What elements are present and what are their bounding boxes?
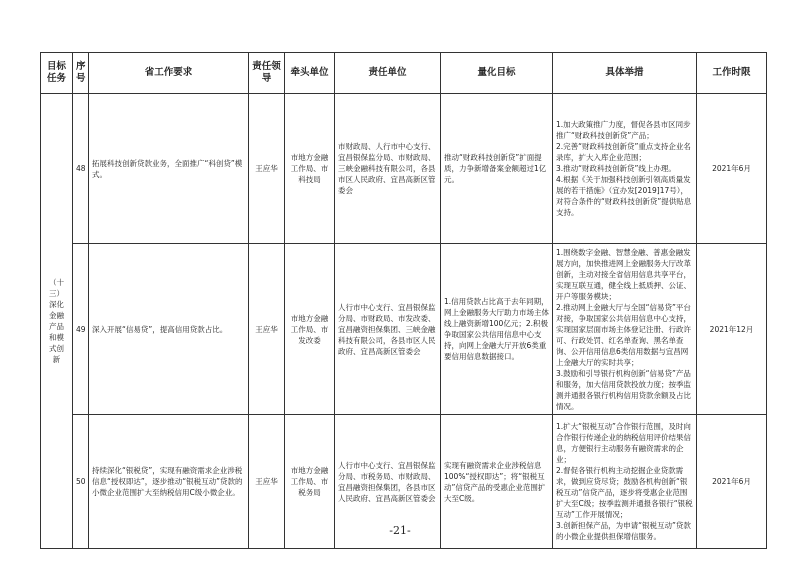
work-table: [40, 52, 767, 549]
measure-item: 3.创新担保产品，为申请“银税互动”贷款的小微企业提供担保增信服务。: [556, 521, 691, 541]
measure-item: 1.加大政策推广力度，督促各县市区同步推广“财政科技创新贷”产品；: [556, 120, 691, 140]
measure-item: 4.根据《关于加强科技创新引领高质量发展的若干措施》（宜办发[2019]17号），对符合条件的“财政科技创新贷”提供贴息支持。: [556, 175, 692, 217]
header-leader: 责任领导: [249, 53, 285, 94]
requirement-cell: 拓展科技创新贷款业务，全面推广“科创贷”模式。: [89, 94, 249, 244]
leader-cell: 王应华: [249, 94, 285, 244]
measure-item: 2.推动网上金融大厅与全国“信易贷”平台对接，争取国家公共信用信息中心支持，实现国家层面市场主体登记注册、行政许可、行政处罚、红名单查询、黑名单查询、公开信用信息6类信用数据与宜昌网上金融大厅的实时共享；: [556, 302, 691, 367]
target-cell: 推动“财政科技创新贷”扩面提质，力争新增备案金额超过1亿元。: [441, 94, 553, 244]
row-num: 49: [73, 244, 89, 415]
task-group-cell: （十三）深化金融产品和模式创新: [41, 94, 73, 549]
table-row: [41, 244, 767, 415]
deadline-cell: 2021年12月: [697, 244, 767, 415]
lead-unit-cell: 市地方金融工作局、市税务局: [285, 415, 335, 549]
table-row: [41, 94, 767, 244]
deadline-cell: 2021年6月: [697, 415, 767, 549]
requirement-cell: 深入开展“信易贷”，提高信用贷款占比。: [89, 244, 249, 415]
page-number: -21-: [389, 524, 411, 537]
lead-unit-cell: 市地方金融工作局、市科技局: [285, 94, 335, 244]
measure-item: 1.扩大“银税互动”合作银行范围，及时向合作银行传递企业的纳税信用评价结果信息，方便银行主动服务有融资需求的企业；: [556, 422, 691, 464]
measure-item: 3.推动“财政科技创新贷”线上办理。: [556, 164, 676, 173]
header-num: 序号: [73, 53, 89, 94]
target-cell: 1.信用贷款占比高于去年同期，网上金融服务大厅助力市场主体线上融资新增100亿元；2.积极争取国家公共信用信息中心支持，向网上金融大厅开放6类重要信用信息数据接口。: [441, 244, 553, 415]
header-lead-unit: 牵头单位: [285, 53, 335, 94]
header-measures: 具体举措: [553, 53, 697, 94]
header-deadline: 工作时限: [697, 53, 767, 94]
header-requirement: 省工作要求: [89, 53, 249, 94]
responsible-cell: 人行市中心支行、宜昌银保监分局、市税务局、市财政局、宜昌融资担保集团，各县市区人民政府、宜昌高新区管委会: [335, 415, 441, 549]
lead-unit-cell: 市地方金融工作局、市发改委: [285, 244, 335, 415]
deadline-cell: 2021年6月: [697, 94, 767, 244]
measure-item: 2.完善“财政科技创新贷”重点支持企业名录库，扩大入库企业范围；: [556, 142, 691, 162]
row-num: 50: [73, 415, 89, 549]
measure-item: 2.督促各银行机构主动挖掘企业贷款需求，做到应贷尽贷；鼓励各机构创新“银税互动”信贷产品，逐步将受惠企业范围扩大至C级；按季监测并通报各银行“银税互动”工作开展情况；: [556, 466, 693, 519]
measure-item: 3.鼓励和引导银行机构创新“信易贷”产品和服务，加大信用贷款投放力度；按季监测并通报各银行机构信用贷款余额及占比情况。: [556, 368, 691, 411]
measures-cell: [553, 244, 697, 415]
leader-cell: 王应华: [249, 415, 285, 549]
target-cell: 实现有融资需求企业涉税信息100%“授权即达”；将“银税互动”信贷产品的受惠企业范围扩大至C级。: [441, 415, 553, 549]
responsible-cell: 市财政局、人行市中心支行、宜昌银保监分局、市财政局、三峡金融科技有限公司，各县市区人民政府、宜昌高新区管委会: [335, 94, 441, 244]
header-task: 目标任务: [41, 53, 73, 94]
requirement-cell: 持续深化“银税贷”，实现有融资需求企业涉税信息“授权即达”，逐步推动“银税互动”贷款的小微企业范围扩大至纳税信用C级小微企业。: [89, 415, 249, 549]
header-target: 量化目标: [441, 53, 553, 94]
measure-item: 1.围绕数字金融、智慧金融、普惠金融发展方向，加快推进网上金融服务大厅改革创新，主动对接全省信用信息共享平台，实现互联互通，健全线上抵质押、公证、开户等服务模块；: [556, 247, 691, 301]
row-num: 48: [73, 94, 89, 244]
measures-cell: [553, 94, 697, 244]
leader-cell: 王应华: [249, 244, 285, 415]
responsible-cell: 人行市中心支行、宜昌银保监分局、市财政局、市发改委、宜昌融资担保集团、三峡金融科技有限公司，各县市区人民政府、宜昌高新区管委会: [335, 244, 441, 415]
header-row: [41, 53, 767, 94]
header-responsible: 责任单位: [335, 53, 441, 94]
